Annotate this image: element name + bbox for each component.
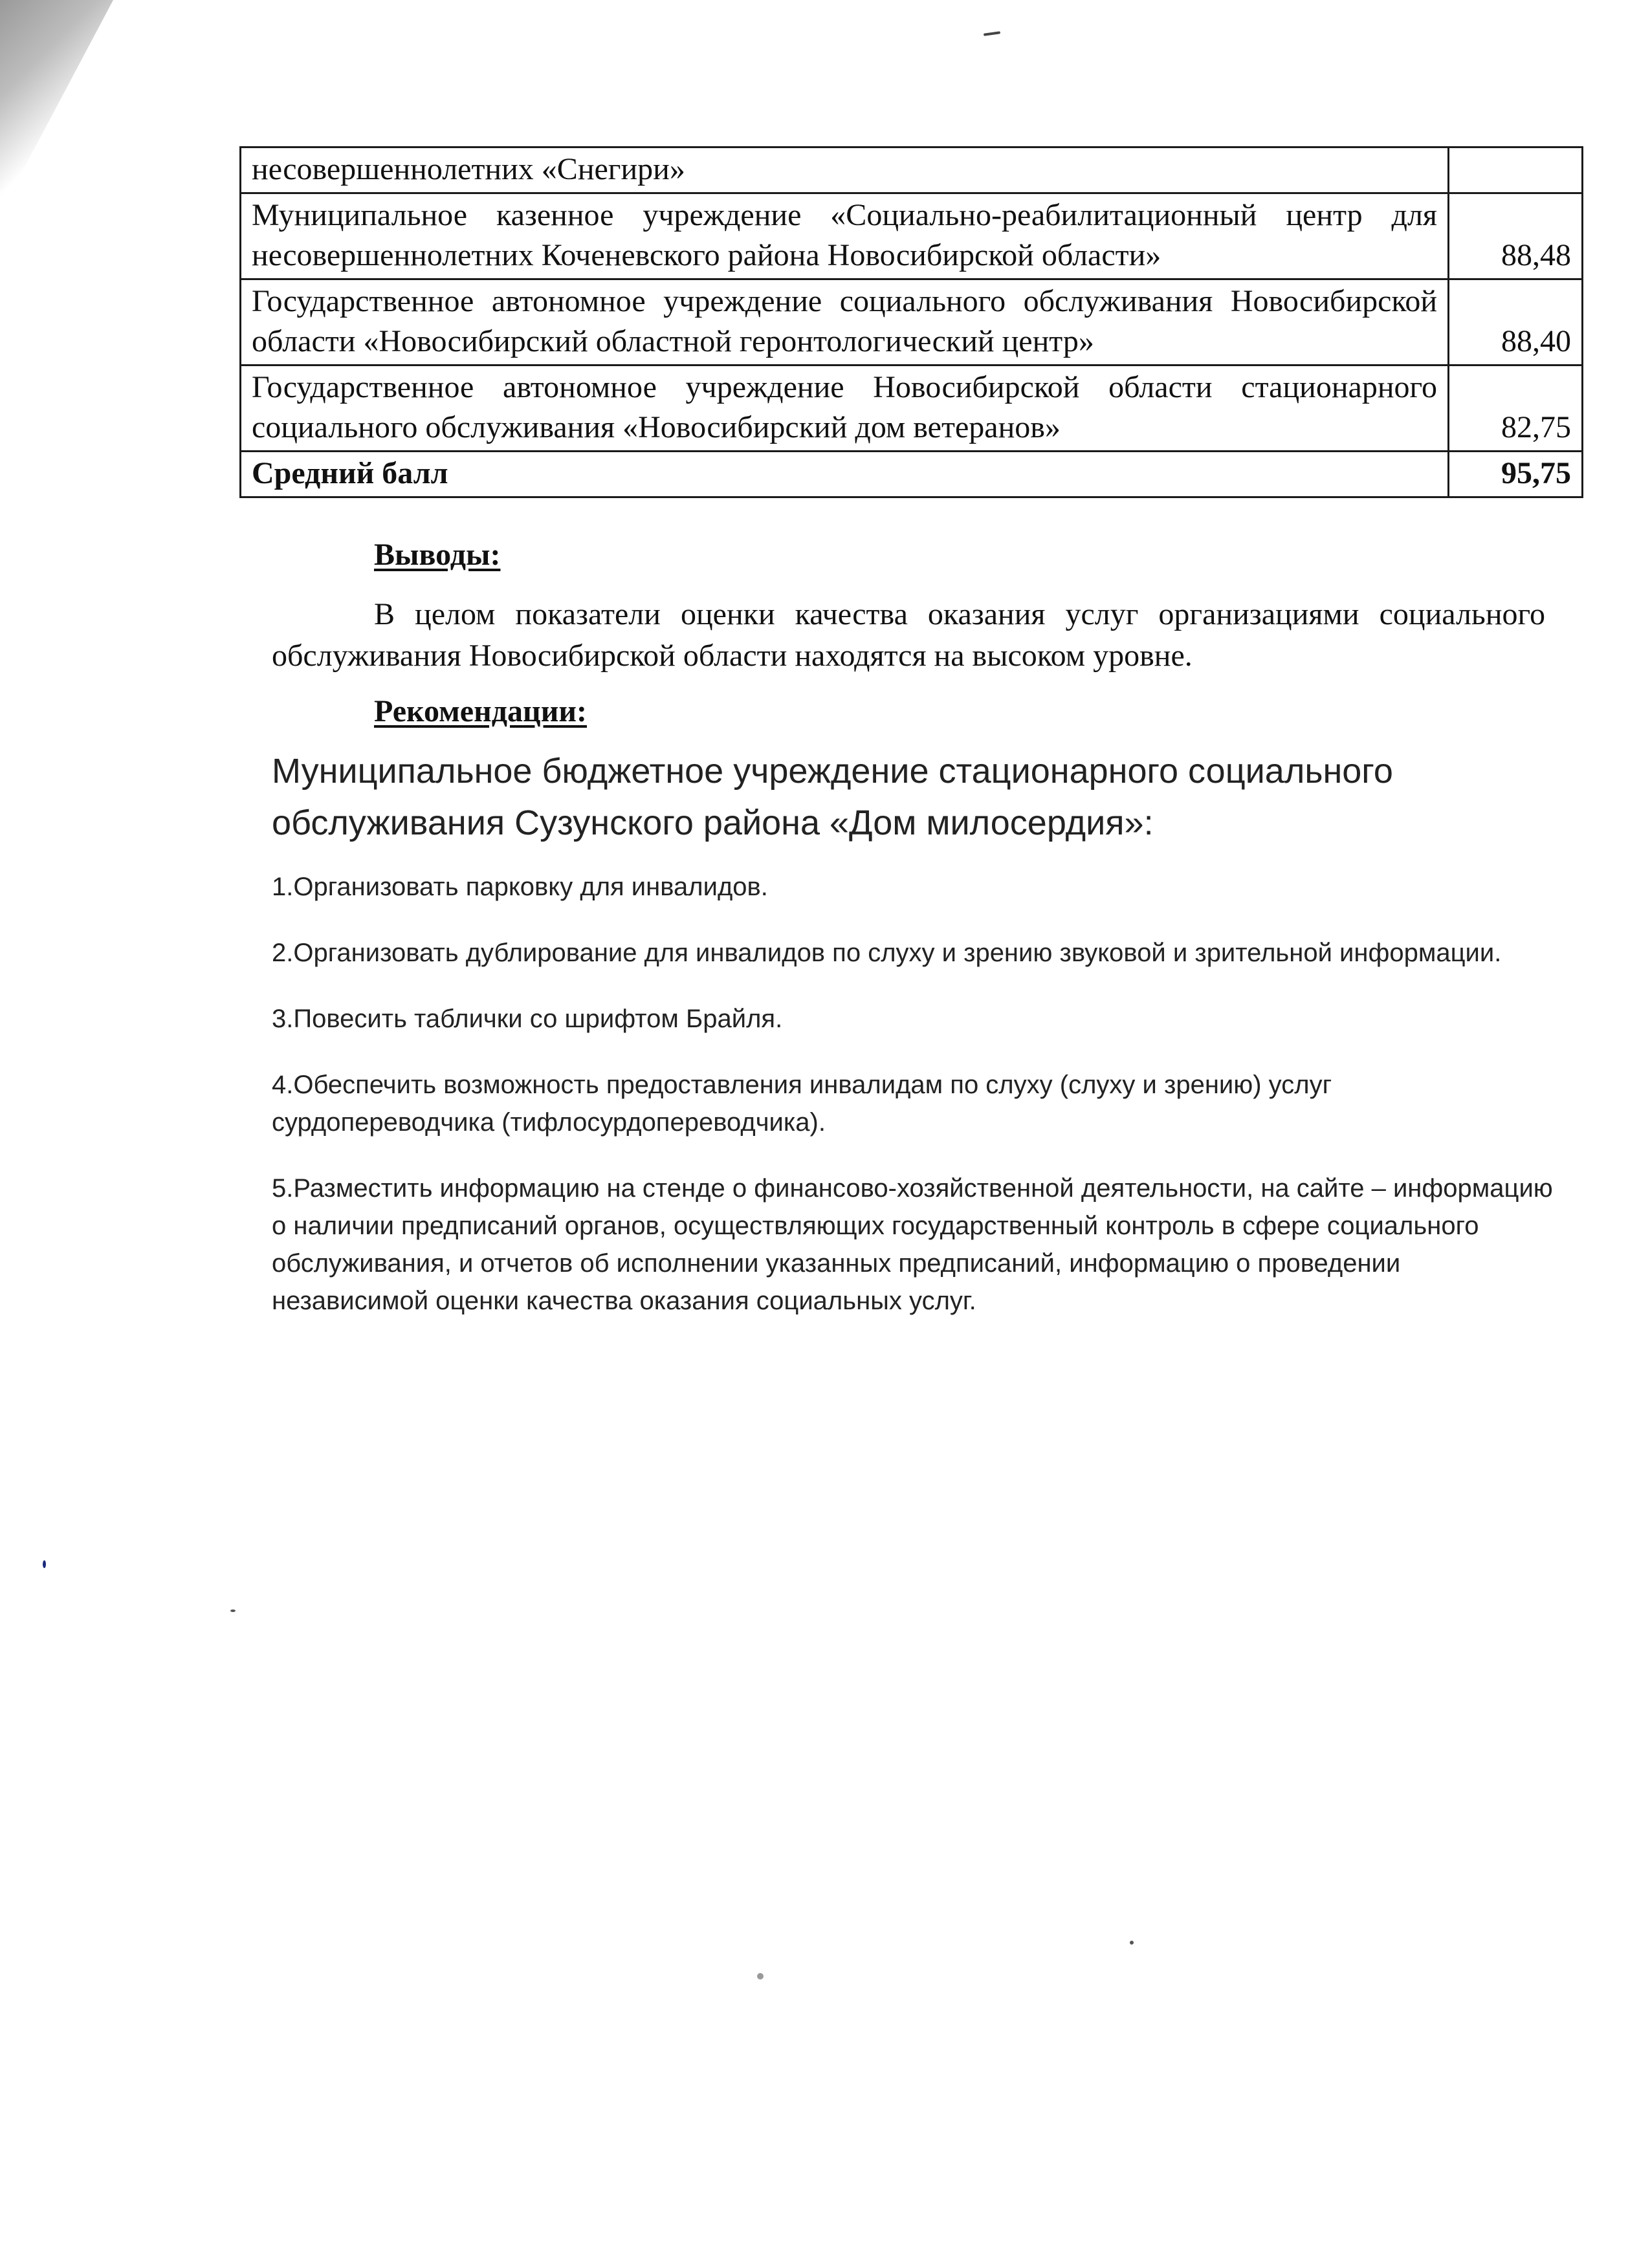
list-item: 1.Организовать парковку для инвалидов. [272,873,768,901]
score-cell: 82,75 [1449,365,1583,452]
list-item: 5.Разместить информацию на стенде о финансово-хозяйственной деятельности, на сайте – информацию о наличии предписаний органов, осуществляющих государственный контроль в сфере социального обслуживания, и отчетов об исполнении указанных предписаний, информацию о проведении независимой оценки качества оказания социальных услуг. [272,1174,1553,1315]
org-name-cell: Муниципальное казенное учреждение «Социально-реабилитационный центр для несовершеннолетних Коченевского района Новосибирской области» [241,193,1449,279]
score-cell [1449,147,1583,193]
org-name-cell: несовершеннолетних «Снегири» [241,147,1449,193]
organization-title: Муниципальное бюджетное учреждение стационарного социального обслуживания Сузунского района «Дом милосердия»: [272,752,1393,842]
table-row [241,193,1583,279]
table-row [241,365,1583,452]
scan-speck [1130,1941,1134,1945]
scan-speck [984,31,1000,36]
org-name-cell: Государственное автономное учреждение Новосибирской области стационарного социального обслуживания «Новосибирский дом ветеранов» [241,365,1449,452]
total-label: Средний балл [241,452,1449,497]
score-table [239,146,1583,498]
list-item: 4.Обеспечить возможность предоставления инвалидам по слуху (слуху и зрению) услуг сурдопереводчика (тифлосурдопереводчика). [272,1071,1332,1137]
conclusions-text: В целом показатели оценки качества оказания услуг организациями социального обслуживания Новосибирской области находятся на высоком уровне. [272,597,1545,673]
table-row [241,279,1583,365]
scan-corner-shadow [0,0,113,213]
total-value: 95,75 [1449,452,1583,497]
list-item: 2.Организовать дублирование для инвалидов по слуху и зрению звуковой и зрительной информации. [272,939,1502,967]
org-name-cell: Государственное автономное учреждение социального обслуживания Новосибирской области «Новосибирский областной геронтологический центр» [241,279,1449,365]
conclusions-heading: Выводы: [374,538,501,572]
recommendations-list [272,868,1553,1348]
scan-speck [43,1560,46,1568]
total-row [241,452,1583,497]
recommendations-heading: Рекомендации: [374,694,587,728]
scan-speck [230,1609,236,1612]
score-cell: 88,48 [1449,193,1583,279]
scan-speck [757,1973,764,1979]
list-item: 3.Повесить таблички со шрифтом Брайля. [272,1005,783,1033]
table-row [241,147,1583,193]
score-cell: 88,40 [1449,279,1583,365]
